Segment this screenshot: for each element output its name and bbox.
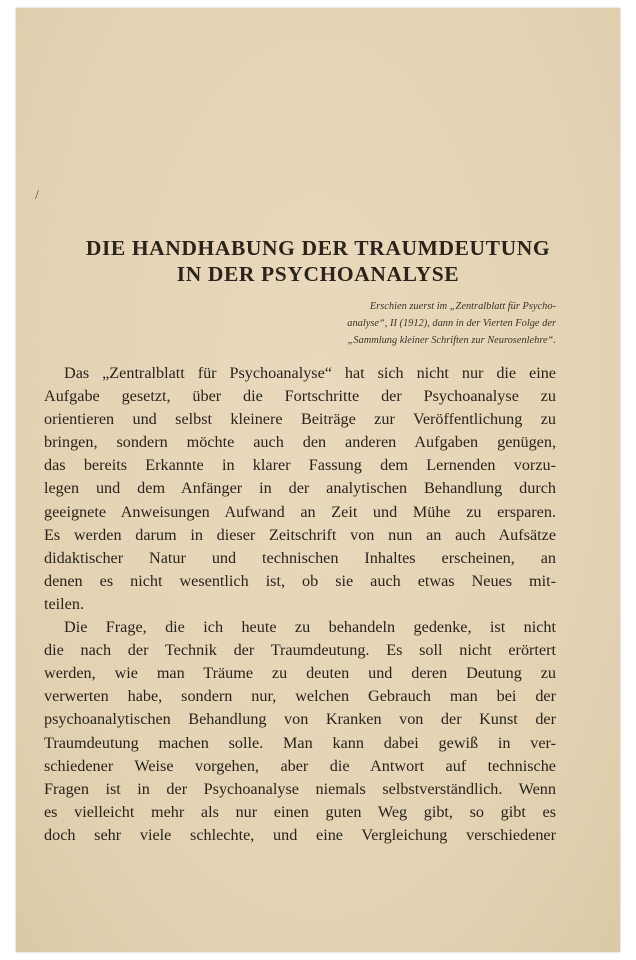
text-line: Es werden darum in dieser Zeitschrift von nun an auch Aufsätze bbox=[44, 525, 556, 544]
paragraph-1 bbox=[44, 362, 556, 616]
body-text bbox=[44, 362, 556, 847]
publication-note-line: „Sammlung kleiner Schriften zur Neurosenlehre“. bbox=[347, 335, 556, 346]
publication-note-line: analyse“, II (1912), dann in der Vierten Folge der bbox=[347, 318, 556, 329]
paragraph-2 bbox=[44, 616, 556, 847]
chapter-title-line-2: IN DER PSYCHOANALYSE bbox=[176, 262, 460, 286]
text-line: es vielleicht mehr als nur einen guten Weg gibt, so gibt es bbox=[44, 802, 556, 821]
book-page bbox=[16, 8, 620, 952]
text-line: schiedener Weise vorgehen, aber die Antwort auf technische bbox=[44, 756, 556, 775]
text-line: denen es nicht wesentlich ist, ob sie auch etwas Neues mit- bbox=[44, 571, 556, 590]
text-line: Das „Zentralblatt für Psychoanalyse“ hat sich nicht nur die eine bbox=[64, 364, 556, 382]
text-line: das bereits Erkannte in klarer Fassung dem Lernenden vorzu- bbox=[44, 456, 556, 475]
text-line: Fragen ist in der Psychoanalyse niemals selbstverständlich. Wenn bbox=[44, 779, 556, 798]
text-line: Traumdeutung machen solle. Man kann dabei gewiß in ver- bbox=[44, 733, 556, 752]
text-line: psychoanalytischen Behandlung von Kranken von der Kunst der bbox=[44, 710, 556, 729]
margin-mark: / bbox=[35, 188, 39, 203]
text-line: bringen, sondern möchte auch den anderen Aufgaben genügen, bbox=[44, 433, 556, 452]
text-line: verwerten habe, sondern nur, welchen Gebrauch man bei der bbox=[44, 687, 556, 706]
text-line: didaktischer Natur und technischen Inhaltes erscheinen, an bbox=[44, 548, 556, 567]
text-line: geeignete Anweisungen Aufwand an Zeit und Mühe zu ersparen. bbox=[44, 502, 556, 521]
text-line: Die Frage, die ich heute zu behandeln gedenke, ist nicht bbox=[64, 618, 556, 637]
text-line: werden, wie man Träume zu deuten und deren Deutung zu bbox=[44, 664, 556, 683]
text-line: Aufgabe gesetzt, über die Fortschritte der Psychoanalyse zu bbox=[44, 387, 556, 406]
chapter-title-line-1: DIE HANDHABUNG DER TRAUMDEUTUNG bbox=[85, 236, 551, 260]
text-line: legen und dem Anfänger in der analytischen Behandlung durch bbox=[44, 479, 556, 498]
text-line: teilen. bbox=[44, 594, 85, 613]
text-line: orientieren und selbst kleinere Beiträge zur Veröffentlichung zu bbox=[44, 410, 556, 429]
text-line: doch sehr viele schlechte, und eine Vergleichung verschiedener bbox=[44, 825, 556, 844]
publication-note bbox=[236, 298, 556, 349]
publication-note-line: Erschien zuerst im „Zentralblatt für Psycho- bbox=[369, 301, 556, 312]
text-line: die nach der Technik der Traumdeutung. Es soll nicht erörtert bbox=[44, 641, 556, 660]
